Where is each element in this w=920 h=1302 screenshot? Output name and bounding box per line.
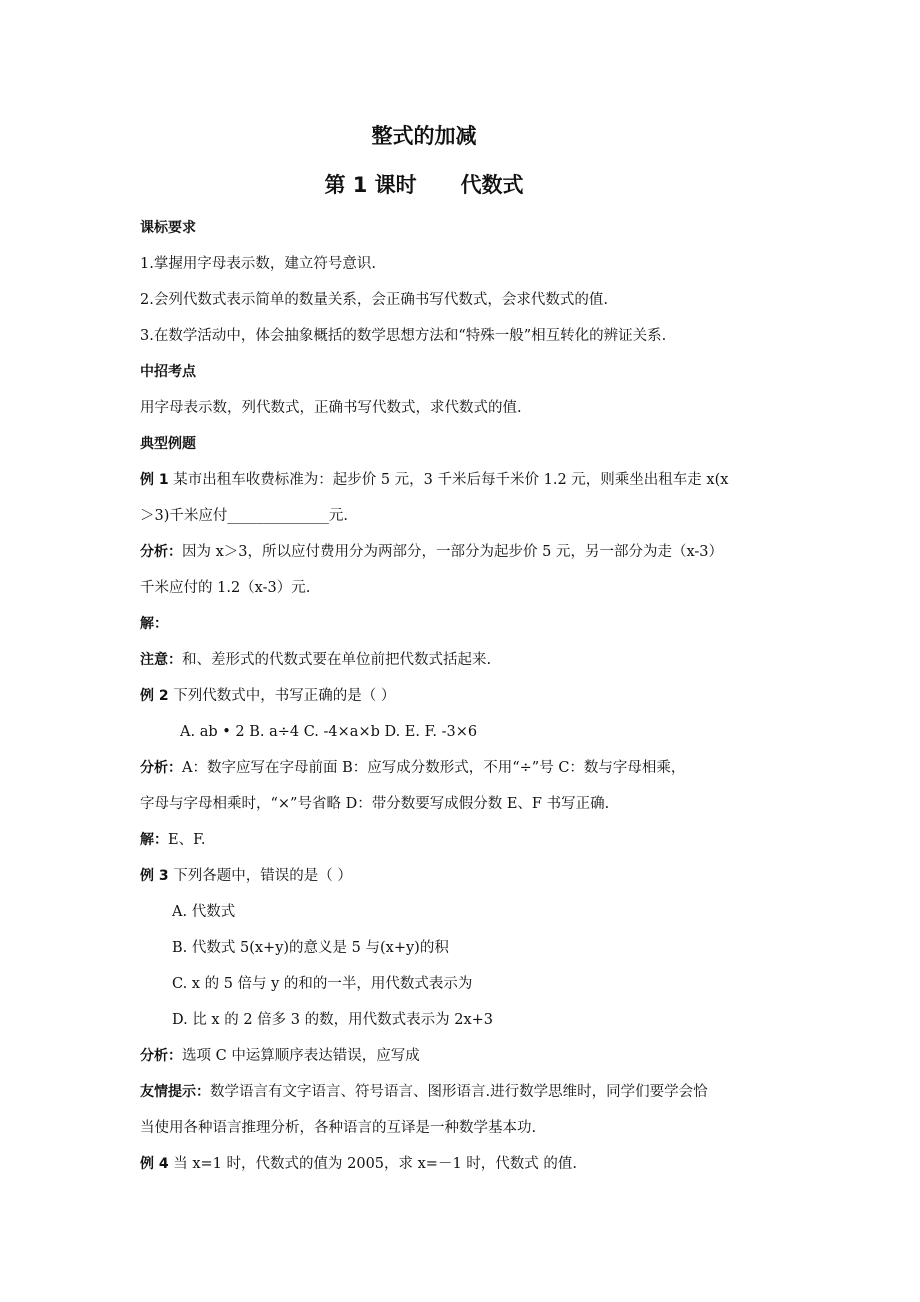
example-4-question [140, 1154, 577, 1174]
example-3-analysis [140, 1046, 420, 1066]
requirement-item: 1.掌握用字母表示数，建立符号意识. [140, 256, 376, 272]
analysis-label: 分析： [140, 760, 182, 776]
example-3-question [140, 866, 352, 886]
example-1-solution [140, 614, 168, 634]
example-2-options: A. ab • 2 B. a÷4 C. -4×a×b D. E. F. -3×6 [180, 724, 478, 740]
example-3-label: 例 3 [140, 868, 169, 884]
requirement-item: 2.会列代数式表示简单的数量关系，会正确书写代数式，会求代数式的值. [140, 292, 608, 308]
requirements-heading: 课标要求 [140, 220, 196, 236]
example-1-label: 例 1 [140, 472, 169, 488]
example-4-label: 例 4 [140, 1156, 169, 1172]
example-2-solution-text: E、F. [168, 832, 206, 848]
example-3-tip-text: 数学语言有文字语言、符号语言、图形语言.进行数学思维时，同学们要学会恰 [210, 1084, 708, 1100]
examples-heading: 典型例题 [140, 436, 196, 452]
example-3-option-a: A. 代数式 [172, 904, 236, 920]
solution-label: 解： [140, 832, 168, 848]
example-3-tip-cont: 当使用各种语言推理分析，各种语言的互译是一种数学基本功. [140, 1120, 537, 1136]
example-2-question [140, 686, 395, 706]
example-3-tip [140, 1082, 708, 1102]
example-3-option-c: C. x 的 5 倍与 y 的和的一半，用代数式表示为 [172, 976, 473, 992]
tip-label: 友情提示： [140, 1084, 210, 1100]
note-label: 注意： [140, 652, 182, 668]
example-1-question [140, 470, 728, 490]
example-3-option-b: B. 代数式 5(x+y)的意义是 5 与(x+y)的积 [172, 940, 449, 956]
example-3-option-d: D. 比 x 的 2 倍多 3 的数，用代数式表示为 2x+3 [172, 1012, 493, 1028]
example-2-analysis-cont: 字母与字母相乘时，“×”号省略 D：带分数要写成假分数 E、F 书写正确. [140, 796, 610, 812]
exam-heading: 中招考点 [140, 364, 196, 380]
example-2-analysis [140, 758, 685, 778]
analysis-label: 分析： [140, 544, 182, 560]
example-1-question-cont: ＞3)千米应付______________元. [140, 508, 348, 524]
example-1-note [140, 650, 491, 670]
example-2-label: 例 2 [140, 688, 169, 704]
solution-label: 解： [140, 616, 168, 632]
analysis-label: 分析： [140, 1048, 182, 1064]
example-4-text: 当 x=1 时，代数式的值为 2005，求 x=－1 时，代数式 的值. [168, 1156, 578, 1172]
example-3-text: 下列各题中，错误的是（ ） [168, 868, 352, 884]
example-1-analysis-text: 因为 x＞3，所以应付费用分为两部分，一部分为起步价 5 元，另一部分为走（x-3） [182, 544, 723, 560]
example-1-analysis-cont: 千米应付的 1.2（x-3）元. [140, 580, 311, 596]
example-1-text: 某市出租车收费标准为：起步价 5 元，3 千米后每千米价 1.2 元，则乘坐出租车走 x(x [168, 472, 729, 488]
requirement-item: 3.在数学活动中，体会抽象概括的数学思想方法和“特殊一般”相互转化的辨证关系. [140, 328, 667, 344]
example-2-solution [140, 830, 206, 850]
example-3-analysis-text: 选项 C 中运算顺序表达错误，应写成 [182, 1048, 420, 1064]
document-title: 整式的加减 [371, 124, 477, 148]
example-1-note-text: 和、差形式的代数式要在单位前把代数式括起来. [182, 652, 492, 668]
document-subtitle: 第 1 课时 代数式 [324, 173, 524, 197]
exam-text: 用字母表示数，列代数式，正确书写代数式，求代数式的值. [140, 400, 522, 416]
example-2-text: 下列代数式中，书写正确的是（ ） [168, 688, 396, 704]
example-1-analysis [140, 542, 723, 562]
example-2-analysis-text: A：数字应写在字母前面 B：应写成分数形式，不用“÷”号 C：数与字母相乘， [182, 760, 686, 776]
